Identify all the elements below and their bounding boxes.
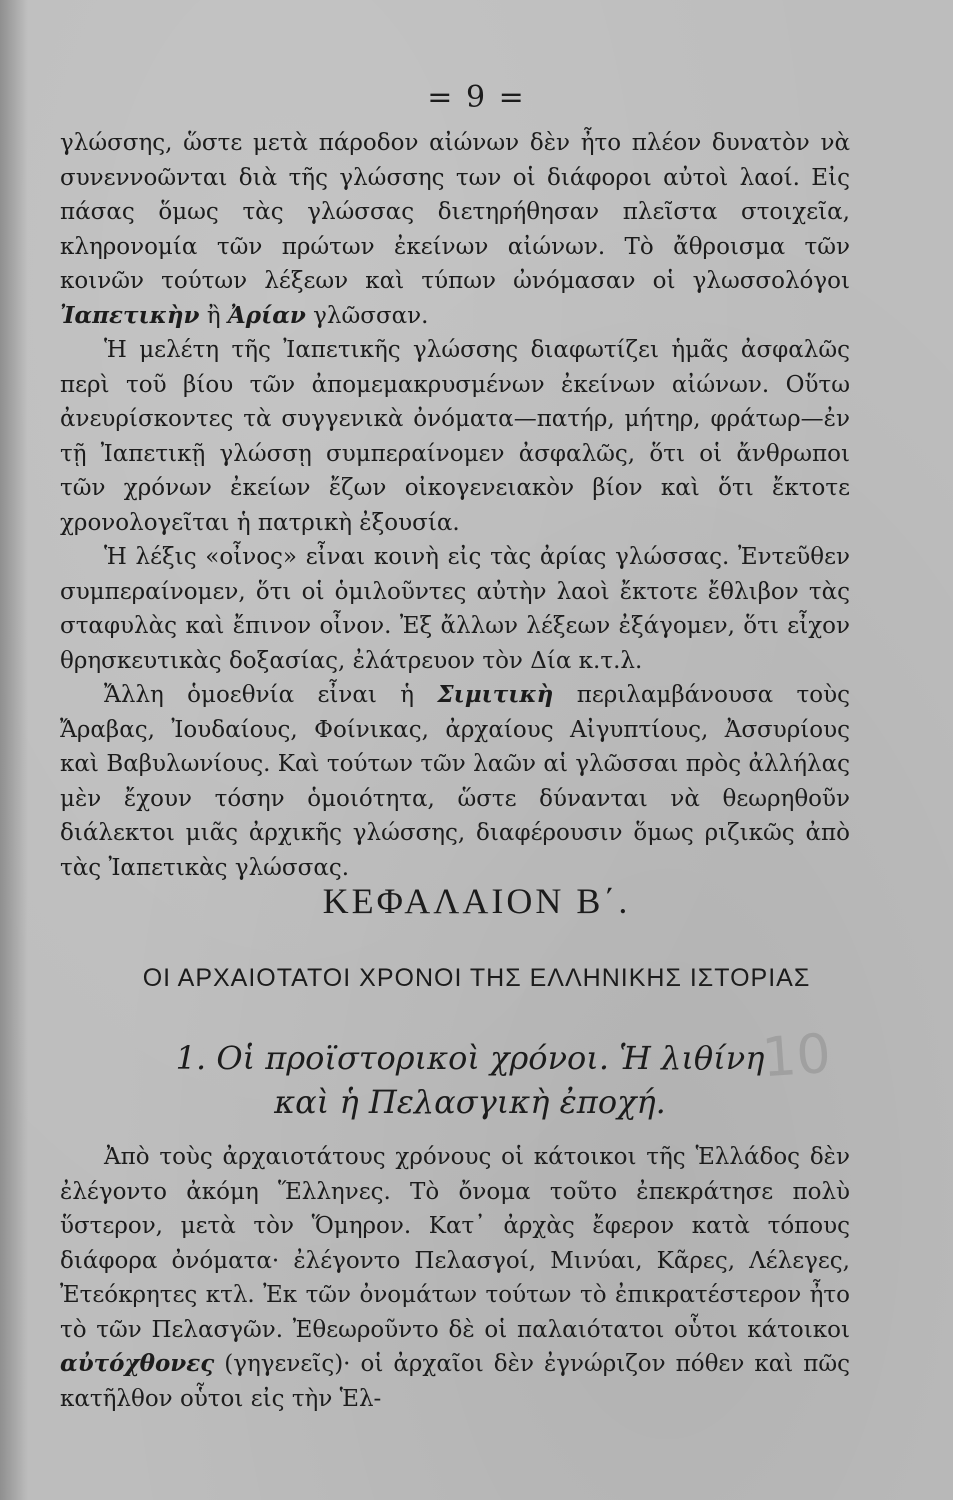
paragraph-4	[60, 678, 850, 885]
paragraph-1-mid: ἢ	[206, 302, 221, 329]
page-edge-shadow	[0, 0, 28, 1500]
paragraph-4-end: περιλαμβάνουσα τοὺς Ἄραβας, Ἰουδαίους, Φοίνικας, ἀρχαίους Αἰγυπτίους, Ἀσσυρίους καὶ Βαβυλωνίους. Καὶ τούτων τῶν λαῶν αἱ γλῶσσαι πρὸς ἀλλήλας μὲν ἔχουν τόσην ὁμοιότητα, ὥστε δύνανται νὰ θεωρηθοῦν διάλεκτοι μιᾶς ἀρχικῆς γλώσσης, διαφέρουσιν ὅμως ριζικῶς ἀπὸ τὰς Ἰαπετικὰς γλώσσας.	[60, 682, 850, 881]
paragraph-1	[60, 126, 850, 333]
paragraph-2: Ἡ μελέτη τῆς Ἰαπετικῆς γλώσσης διαφωτίζει ἡμᾶς ἀσφαλῶς περὶ τοῦ βίου τῶν ἀπομεμακρυσμένων ἐκείνων αἰώνων. Οὕτω ἀνευρίσκοντες τὰ συγγενικὰ ὀνόματα—πατήρ, μήτηρ, φράτωρ—ἐν τῇ Ἰαπετικῇ γλώσσῃ συμπεραίνομεν ἀσφαλῶς, ὅτι οἱ ἄνθρωποι τῶν χρόνων ἐκείων ἔζων οἰκογενειακὸν βίον καὶ ὅτι ἔκτοτε χρονολογεῖται ἡ πατρικὴ ἐξουσία.	[60, 337, 850, 536]
term-arian: Ἀρίαν	[227, 301, 306, 329]
section-heading-line-1: 1. Οἱ προϊστορικοὶ χρόνοι. Ἡ λιθίνη	[175, 1039, 765, 1077]
term-iapetic: Ἰαπετικὴν	[60, 301, 200, 329]
paragraph-5-start: Ἀπὸ τοὺς ἀρχαιοτάτους χρόνους οἱ κάτοικοι τῆς Ἑλλάδος δὲν ἐλέγοντο ἀκόμη Ἕλληνες. Τὸ ὄνομα τοῦτο ἐπεκράτησε πολὺ ὕστερον, μετὰ τὸν Ὅμηρον. Κατ᾽ ἀρχὰς ἔφερον κατὰ τόπους διάφορα ὀνόματα· ἐλέγοντο Πελασγοί, Μινύαι, Κᾶρες, Λέλεγες, Ἐτεόκρητες κτλ. Ἐκ τῶν ὀνομάτων τούτων τὸ ἐπικρατέστερον ἦτο τὸ τῶν Πελασγῶν. Ἐθεωροῦντο δὲ οἱ παλαιότατοι οὗτοι κάτοικοι	[60, 1144, 850, 1343]
paragraph-5-end: (γηγενεῖς)· οἱ ἀρχαῖοι δὲν ἐγνώριζον πόθεν καὶ πῶς κατῆλθον οὗτοι εἰς τὴν Ἑλ-	[60, 1351, 851, 1412]
chapter-title: ΟΙ ΑΡΧΑΙΟΤΑΤΟΙ ΧΡΟΝΟΙ ΤΗΣ ΕΛΛΗΝΙΚΗΣ ΙΣΤΟΡΙΑΣ	[142, 964, 811, 992]
section-heading	[120, 1036, 820, 1124]
paragraph-4-start: Ἄλλη ὁμοεθνία εἶναι ἡ	[104, 682, 415, 708]
term-autochthones: αὐτόχθονες	[60, 1350, 215, 1377]
pencil-annotation: 10	[759, 1021, 833, 1090]
section-heading-line-2: καὶ ἡ Πελασγικὴ ἐποχή.	[274, 1083, 666, 1121]
text-block-top	[60, 126, 850, 885]
paragraph-1-end: γλῶσσαν.	[313, 302, 429, 329]
chapter-heading: ΚΕΦΑΛΑΙΟΝ Β΄.	[322, 881, 631, 921]
text-block-bottom	[60, 1140, 850, 1416]
paragraph-3: Ἡ λέξις «οἶνος» εἶναι κοινὴ εἰς τὰς ἀρίας γλώσσας. Ἐντεῦθεν συμπεραίνομεν, ὅτι οἱ ὁμιλοῦντες αὐτὴν λαοὶ ἔκτοτε ἔθλιβον τὰς σταφυλὰς καὶ ἔπινον οἶνον. Ἐξ ἄλλων λέξεων ἐξάγομεν, ὅτι εἶχον θρησκευτικὰς δοξασίας, ἐλάτρευον τὸν Δία κ.τ.λ.	[60, 544, 850, 674]
page-number: = 9 =	[427, 80, 526, 115]
paragraph-1-text: γλώσσης, ὥστε μετὰ πάροδον αἰώνων δὲν ἦτο πλέον δυνατὸν νὰ συνεννοῶνται διὰ τῆς γλώσσης των οἱ διάφοροι αὐτοὶ λαοί. Εἰς πάσας ὅμως τὰς γλώσσας διετηρήθησαν πλεῖστα στοιχεῖα, κληρονομία τῶν πρώτων ἐκείνων αἰώνων. Τὸ ἄθροισμα τῶν κοινῶν τούτων λέξεων καὶ τύπων ὠνόμασαν οἱ γλωσσολόγοι	[60, 130, 850, 294]
paragraph-5	[60, 1140, 850, 1416]
term-semitic: Σιμιτικὴ	[437, 681, 554, 708]
